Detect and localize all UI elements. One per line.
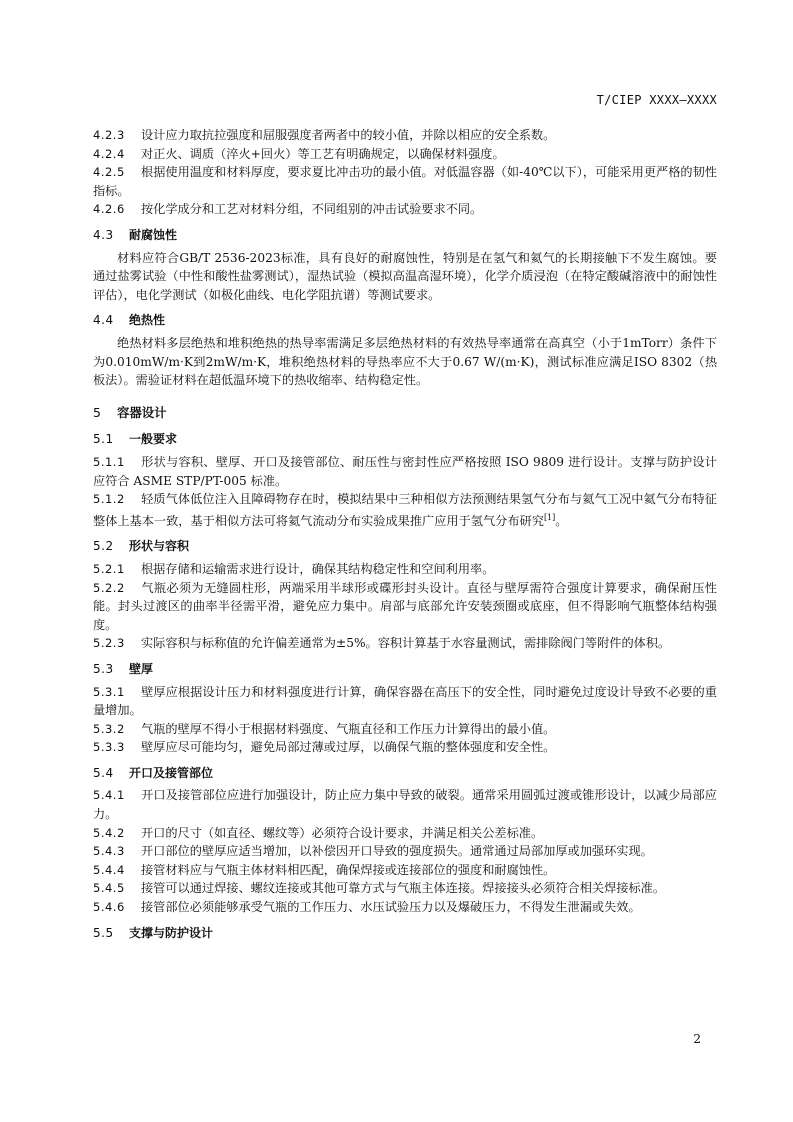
clause-number: 5.1.1 [93, 454, 125, 469]
page-number: 2 [693, 1032, 701, 1046]
clause-4-2-5 [93, 163, 717, 200]
clause-number: 4.2.3 [93, 128, 125, 142]
clause-5-2-2 [93, 579, 717, 635]
clause-number: 5.2.2 [93, 580, 125, 595]
section-heading-4-3 [93, 226, 717, 245]
section-title: 壁厚 [129, 661, 154, 676]
clause-number: 5.2.3 [93, 636, 125, 651]
clause-number: 5.2.1 [93, 561, 125, 576]
clause-number: 5.4.3 [93, 844, 125, 859]
clause-text: 根据使用温度和材料厚度，要求夏比冲击功的最小值。对低温容器（如-40℃以下），可能采用更严格的韧性指标。 [93, 165, 717, 198]
section-number: 5.1 [93, 432, 114, 447]
paragraph-4-4: 绝热材料多层绝热和堆积绝热的热导率需满足多层绝热材料的有效热导率通常在高真空（小于1mTorr）条件下为0.010mW/m·K到2mW/m·K，堆积绝热材料的导热率应不大于0.67 W/(m·K)，测试标准应满足ISO 8302（热板法）。需验证材料在超低温环境下的热收缩率、结构稳定性。 [93, 335, 717, 388]
clause-4-2-3 [93, 126, 717, 145]
section-number: 5.3 [93, 661, 114, 676]
clause-text: 根据存储和运输需求进行设计，确保其结构稳定性和空间利用率。 [141, 561, 495, 576]
chapter-heading-5 [93, 404, 717, 423]
clause-text-tail: 。 [555, 513, 568, 528]
section-title: 绝热性 [129, 313, 166, 328]
clause-text: 接管部位必须能够承受气瓶的工作压力、水压试验压力以及爆破压力，不得发生泄漏或失效。 [141, 900, 641, 915]
clause-number: 5.1.2 [93, 492, 125, 507]
chapter-title: 容器设计 [117, 404, 167, 420]
section-heading-5-2 [93, 537, 717, 556]
clause-number: 4.2.4 [93, 146, 125, 161]
clause-text: 开口的尺寸（如直径、螺纹等）必须符合设计要求，并满足相关公差标准。 [141, 825, 544, 840]
clause-text: 对正火、调质（淬火+回火）等工艺有明确规定，以确保材料强度。 [141, 146, 505, 161]
section-heading-5-3 [93, 660, 717, 679]
clause-text: 按化学成分和工艺对材料分组，不同组别的冲击试验要求不同。 [141, 202, 483, 217]
section-number: 4.3 [93, 227, 114, 242]
clause-text: 气瓶必须为无缝圆柱形，两端采用半球形或碟形封头设计。直径与壁厚需符合强度计算要求，确保耐压性能。封头过渡区的曲率半径需平滑，避免应力集中。肩部与底部允许安装颈圈或底座，但不得影响气瓶整体结构强度。 [93, 580, 717, 632]
section-heading-4-4 [93, 311, 717, 330]
clause-number: 5.4.6 [93, 900, 125, 915]
section-title: 开口及接管部位 [129, 765, 214, 780]
clause-text: 设计应力取抗拉强度和屈服强度者两者中的较小值，并除以相应的安全系数。 [141, 128, 556, 142]
clause-text: 气瓶的壁厚不得小于根据材料强度、气瓶直径和工作压力计算得出的最小值。 [141, 721, 556, 736]
standard-code-header: T/CIEP XXXX—XXXX [596, 93, 717, 107]
clause-number: 5.4.5 [93, 881, 125, 896]
clause-number: 5.3.1 [93, 684, 125, 699]
clause-text: 壁厚应尽可能均匀，避免局部过薄或过厚，以确保气瓶的整体强度和安全性。 [141, 740, 556, 755]
clause-number: 5.4.2 [93, 825, 125, 840]
clause-text: 形状与容积、壁厚、开口及接管部位、耐压性与密封性应严格按照 ISO 9809 进行设计。支撑与防护设计应符合 ASME STP/PT-005 标准。 [93, 454, 717, 488]
clause-5-3-2 [93, 720, 717, 739]
clause-text: 接管材料应与气瓶主体材料相匹配，确保焊接或连接部位的强度和耐腐蚀性。 [141, 862, 556, 877]
clause-number: 5.3.2 [93, 721, 125, 736]
clause-5-4-5 [93, 879, 717, 898]
paragraph-4-3: 材料应符合GB/T 2536-2023标准，具有良好的耐腐蚀性，特别是在氢气和氦气的长期接触下不发生腐蚀。要通过盐雾试验（中性和酸性盐雾测试），湿热试验（模拟高温高湿环境），化学介质浸泡（在特定酸碱溶液中的耐蚀性评估），电化学测试（如极化曲线、电化学阻抗谱）等测试要求。 [93, 250, 717, 302]
clause-5-3-3 [93, 738, 717, 757]
section-number: 5.5 [93, 925, 114, 940]
clause-5-1-1 [93, 453, 717, 490]
clause-text: 接管可以通过焊接、螺纹连接或其他可靠方式与气瓶主体连接。焊接接头必须符合相关焊接标准。 [141, 881, 666, 896]
clause-5-3-1 [93, 683, 717, 720]
clause-number: 5.3.3 [93, 740, 125, 755]
section-title: 耐腐蚀性 [129, 227, 178, 242]
clause-5-4-3 [93, 842, 717, 861]
section-number: 5.4 [93, 765, 114, 780]
chapter-number: 5 [93, 404, 101, 420]
clause-5-1-2 [93, 490, 717, 530]
clause-5-4-2 [93, 824, 717, 843]
clause-5-4-4 [93, 861, 717, 880]
section-heading-5-5 [93, 924, 717, 943]
clause-text: 轻质气体低位注入且障碍物存在时，模拟结果中三种相似方法预测结果氢气分布与氦气工况中氦气分布特征整体上基本一致，基于相似方法可将氦气流动分布实验成果推广应用于氢气分布研究 [93, 492, 717, 528]
clause-5-4-6 [93, 898, 717, 917]
clause-5-2-1 [93, 560, 717, 579]
section-title: 支撑与防护设计 [129, 925, 214, 940]
clause-4-2-6 [93, 200, 717, 219]
clause-text: 实际容积与标称值的允许偏差通常为±5%。容积计算基于水容量测试，需排除阀门等附件的体积。 [141, 636, 671, 651]
reference-marker[interactable]: [1] [543, 512, 556, 522]
section-heading-5-4 [93, 764, 717, 783]
clause-5-4-1 [93, 786, 717, 823]
clause-number: 5.4.4 [93, 862, 125, 877]
section-number: 5.2 [93, 539, 114, 554]
clause-text: 壁厚应根据设计压力和材料强度进行计算，确保容器在高压下的安全性，同时避免过度设计导致不必要的重量增加。 [93, 684, 717, 718]
clause-text: 开口及接管部位应进行加强设计，防止应力集中导致的破裂。通常采用圆弧过渡或锥形设计，以减少局部应力。 [93, 788, 717, 822]
clause-text: 开口部位的壁厚应适当增加，以补偿因开口导致的强度损失。通常通过局部加厚或加强环实现。 [141, 844, 653, 859]
clause-number: 4.2.6 [93, 202, 125, 217]
section-title: 一般要求 [129, 432, 178, 447]
clause-5-2-3 [93, 634, 717, 653]
section-heading-5-1 [93, 430, 717, 449]
section-number: 4.4 [93, 313, 114, 328]
clause-4-2-4 [93, 145, 717, 164]
document-body [93, 126, 717, 946]
clause-number: 5.4.1 [93, 788, 125, 803]
clause-number: 4.2.5 [93, 165, 125, 180]
section-title: 形状与容积 [129, 539, 190, 554]
